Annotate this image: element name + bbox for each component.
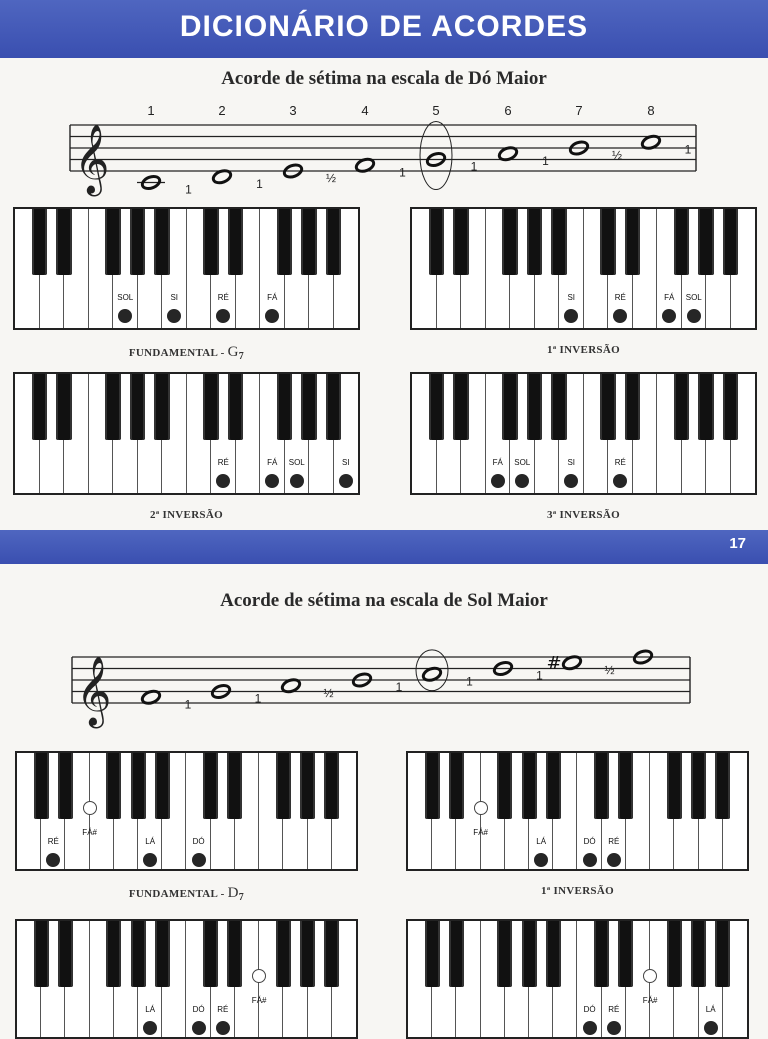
note-marker [83,801,97,815]
note-label: FÁ [267,458,278,467]
note-label: RÉ [217,1005,229,1014]
black-key [300,753,315,819]
degree-number: 5 [432,103,440,118]
note-marker [583,853,597,867]
black-key [227,921,242,987]
interval-label: ½ [323,685,334,700]
note-label: SOL [514,458,531,467]
interval-label: 1 [185,182,192,197]
keyboard-caption: 2ª INVERSÃO [150,509,223,521]
degree-number: 6 [504,103,512,118]
note-label: RÉ [614,458,626,467]
black-key [34,753,49,819]
interval-label: 1 [395,680,403,695]
sharp-icon: # [546,652,562,674]
note-label: LÁ [705,1005,716,1014]
note-label: FÁ# [82,828,97,837]
treble-clef-icon: 𝄞 [76,656,112,726]
black-key [594,921,609,987]
keyboard-caption: FUNDAMENTAL - $D_7$ [128,885,245,904]
note-label: SOL [288,458,305,467]
interval-label: 1 [684,142,692,157]
note-label: SI [567,458,576,467]
interval-label: 1 [536,668,543,683]
note-label: SI [567,293,576,302]
interval-label: ½ [325,171,337,186]
black-key [522,753,537,819]
black-key [276,921,291,987]
note-label: RÉ [217,458,229,467]
degree-number: 8 [647,103,655,118]
black-key [667,921,682,987]
black-key [106,753,121,819]
section-title-g-major: Acorde de sétima na escala de Sol Maior [220,590,548,611]
black-key [300,921,315,987]
black-key [131,921,146,987]
note-marker [607,1021,621,1035]
note-label: SOL [117,293,134,302]
black-key [425,753,440,819]
note-label: FÁ# [473,828,488,837]
note-marker [607,853,621,867]
piano-keyboard [15,919,358,1039]
black-key [106,921,121,987]
black-key [449,921,464,987]
black-key [497,753,512,819]
note-label: FÁ [492,458,503,467]
black-key [618,921,633,987]
note-label: DÓ [192,837,205,846]
note-marker [583,1021,597,1035]
note-label: LÁ [536,837,547,846]
interval-label: 1 [470,159,478,174]
note-label: FÁ# [642,996,658,1005]
keyboard-caption: 1ª INVERSÃO [547,344,620,356]
degree-number: 3 [289,103,297,118]
degree-number: 7 [575,103,583,118]
black-key [34,921,49,987]
circle-highlight [416,650,448,691]
black-key [715,921,730,987]
note-label: SOL [685,293,702,302]
interval-label: 1 [399,165,406,180]
treble-clef-icon: 𝄞 [74,124,110,194]
note-label: LÁ [145,837,156,846]
black-key [715,753,730,819]
note-label: FÁ# [251,996,267,1005]
black-key [546,921,561,987]
page-number: 17 [729,535,746,552]
black-key [691,753,706,819]
interval-label: 1 [542,153,549,168]
piano-keyboard [15,751,358,871]
note-label: DÓ [583,1005,596,1014]
keyboard-caption: FUNDAMENTAL - $G_7$ [128,344,245,363]
interval-label: 1 [466,674,473,689]
note-label: DÓ [192,1005,205,1014]
black-key [155,753,170,819]
note-label: RÉ [608,1005,620,1014]
black-key [58,753,73,819]
interval-label: 1 [256,176,263,191]
black-key [324,921,339,987]
note-label: DÓ [583,837,596,846]
note-label: SI [341,458,350,467]
keyboard-caption: 1ª INVERSÃO [541,885,614,897]
page-title: DICIONÁRIO DE ACORDES [179,10,589,43]
black-key [425,921,440,987]
black-key [58,921,73,987]
interval-label: 1 [184,697,192,712]
black-key [276,753,291,819]
interval-label: ½ [611,148,623,163]
black-key [594,753,609,819]
note-label: SI [170,293,179,302]
black-key [203,753,218,819]
black-key [691,921,706,987]
note-label: RÉ [608,837,620,846]
note-label: RÉ [217,293,229,302]
black-key [131,753,146,819]
section-title-c-major: Acorde de sétima na escala de Dó Maior [221,68,547,89]
note-marker [704,1021,718,1035]
note-label: RÉ [614,293,626,302]
interval-label: ½ [604,662,615,677]
note-marker [216,1021,230,1035]
note-marker [192,1021,206,1035]
black-key [667,753,682,819]
piano-keyboard [406,751,749,871]
note-marker [192,853,206,867]
black-key [497,921,512,987]
degree-number: 4 [361,103,369,118]
interval-label: 1 [254,691,262,706]
black-key [227,753,242,819]
black-key [203,921,218,987]
keyboard-caption: 3ª INVERSÃO [547,509,620,521]
piano-keyboard [406,919,749,1039]
black-key [546,753,561,819]
black-key [522,921,537,987]
note-label: RÉ [47,837,59,846]
note-label: FÁ [267,293,278,302]
black-key [155,921,170,987]
degree-number: 2 [218,103,226,118]
note-marker [474,801,488,815]
degree-number: 1 [147,103,155,118]
note-label: LÁ [145,1005,156,1014]
black-key [324,753,339,819]
black-key [449,753,464,819]
note-label: FÁ [664,293,675,302]
black-key [618,753,633,819]
